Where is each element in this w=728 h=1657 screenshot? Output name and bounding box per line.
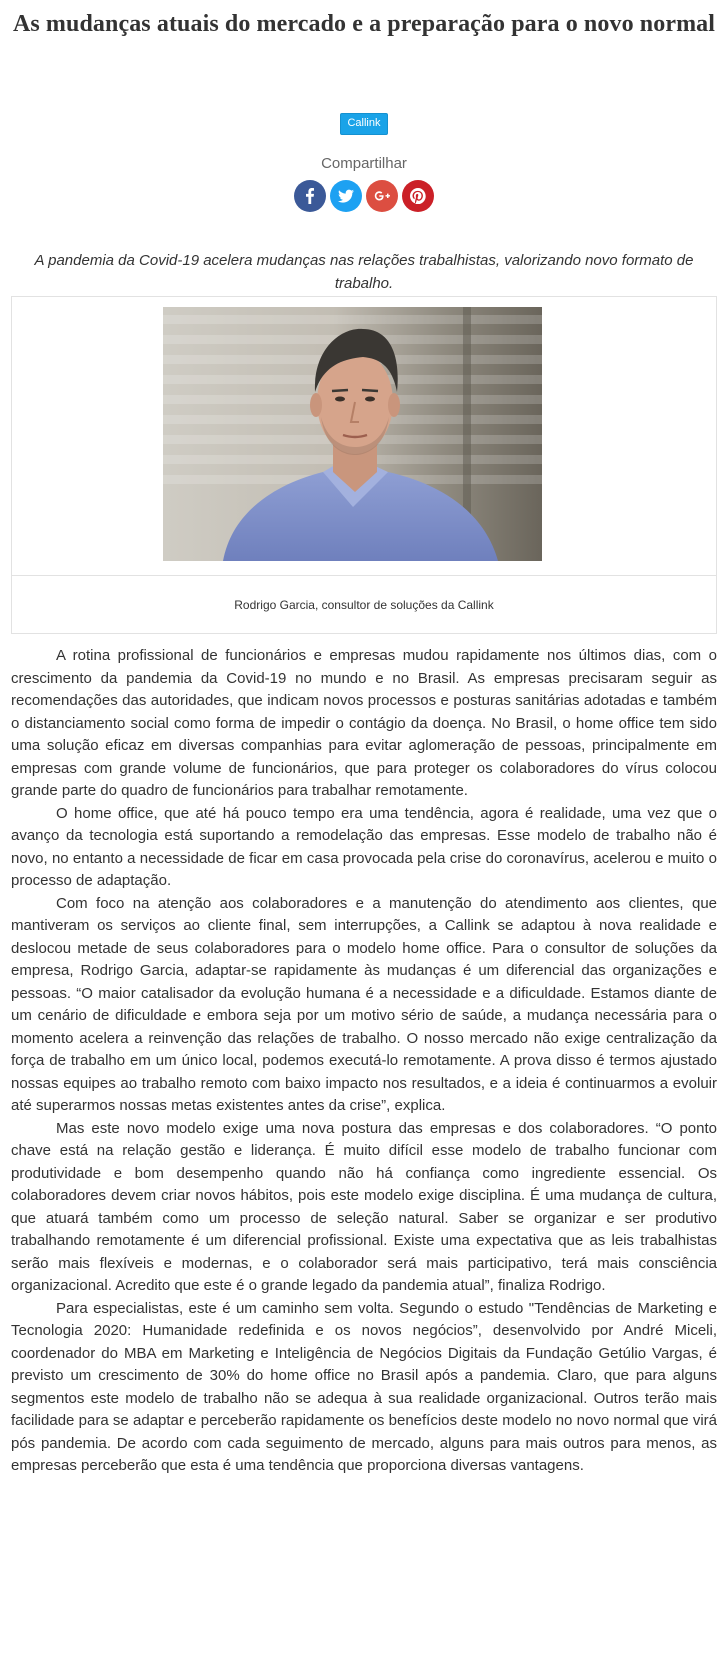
article-title: As mudanças atuais do mercado e a preparação para o novo normal — [12, 11, 716, 37]
share-label: Compartilhar — [321, 155, 407, 172]
article-paragraph: A rotina profissional de funcionários e empresas mudou rapidamente nos últimos dias, com o crescimento da pandemia da Covid-19 no mundo e no Brasil. As empresas precisaram seguir as recomendações das autoridades, que indicam novos processos e posturas sanitárias adotadas e também o distanciamento social como forma de impedir o contágio da doença. No Brasil, o home office tem sido uma solução eficaz em diversas companhias para evitar aglomeração de pessoas, principalmente em empresas com grande volume de funcionários, que para proteger os colaboradores do vírus colocou grande parte do quadro de funcionários para trabalhar remotamente. — [11, 647, 717, 799]
article-figure — [11, 296, 717, 634]
figure-caption: Rodrigo Garcia, consultor de soluções da Callink — [12, 575, 716, 633]
article-paragraph: Mas este novo modelo exige uma nova postura das empresas e dos colaboradores. “O ponto chave está na relação gestão e liderança. É muito difícil esse modelo de trabalho funcionar com produtividade e bom desempenho quando não há confiança como ingrediente essencial. Os colaboradores devem criar novos hábitos, pois este modelo exige disciplina. É uma mudança de cultura, que atuará também como um processo de seleção natural. Saber se organizar e ser produtivo trabalhando remotamente é um diferencial profissional. Existe uma expectativa que as leis trabalhistas serão mais flexíveis e modernas, e o colaborador será mais participativo, terá mais consciência organizacional. Acredito que este é o grande legado da pandemia atual”, finaliza Rodrigo. — [11, 1119, 717, 1294]
twitter-share-button[interactable] — [330, 180, 362, 212]
article-lead: A pandemia da Covid-19 acelera mudanças nas relações trabalhistas, valorizando novo formato de trabalho. — [34, 252, 694, 292]
share-buttons — [0, 180, 728, 212]
twitter-icon — [338, 188, 354, 204]
article-paragraph: Com foco na atenção aos colaboradores e a manutenção do atendimento aos clientes, que mantiveram os serviços ao cliente final, sem interrupções, a Callink se adaptou à nova realidade e deslocou metade de seus colaboradores para o modelo home office. Para o consultor de soluções da empresa, Rodrigo Garcia, adaptar-se rapidamente às mudanças é um diferencial das organizações e pessoas. “O maior catalisador da evolução humana é a necessidade e a dificuldade. Estamos diante de um cenário de dificuldade e embora seja por um motivo sério de saúde, a mudança necessária para o momento acelera a reinvenção das relações de trabalho. O nosso mercado não exige centralização da força de trabalho em um único local, podemos executá-lo remotamente. A prova disso é termos ajustado nossas equipes ao trabalho remoto com baixo impacto nos resultados, e a ideia é continuarmos a evoluir até superarmos nossas metas existentes antes da crise”, explica. — [11, 894, 717, 1114]
facebook-icon — [302, 188, 318, 204]
pinterest-share-button[interactable] — [402, 180, 434, 212]
article-body — [11, 645, 717, 1478]
google-plus-share-button[interactable] — [366, 180, 398, 212]
facebook-share-button[interactable] — [294, 180, 326, 212]
google-plus-icon — [374, 188, 390, 204]
article-paragraph: Para especialistas, este é um caminho sem volta. Segundo o estudo "Tendências de Marketing e Tecnologia 2020: Humanidade redefinida e os novos negócios”, desenvolvido por André Miceli, coordenador do MBA em Marketing e Inteligência de Negócios Digitais da Fundação Getúlio Vargas, é previsto um crescimento de 30% do home office no Brasil após a pandemia. Claro, que para alguns segmentos este modelo de trabalho não se adequa à sua realidade organizacional. Outros terão mais facilidade para se adaptar e perceberão rapidamente os benefícios deste modelo no novo normal que virá pós pandemia. De acordo com cada seguimento de mercado, alguns para mais outros para menos, as empresas perceberão que esta é uma tendência que proporciona diversas vantagens. — [11, 1299, 717, 1474]
pinterest-icon — [410, 188, 426, 204]
portrait-photo — [163, 307, 542, 561]
category-tag[interactable]: Callink — [340, 113, 387, 135]
portrait-image — [163, 307, 542, 561]
article-paragraph: O home office, que até há pouco tempo era uma tendência, agora é realidade, uma vez que o avanço da tecnologia está suportando a remodelação das empresas. Esse modelo de trabalho não é novo, no entanto a necessidade de ficar em casa provocada pela crise do coronavírus, acelerou e muito o processo de adaptação. — [11, 804, 717, 889]
